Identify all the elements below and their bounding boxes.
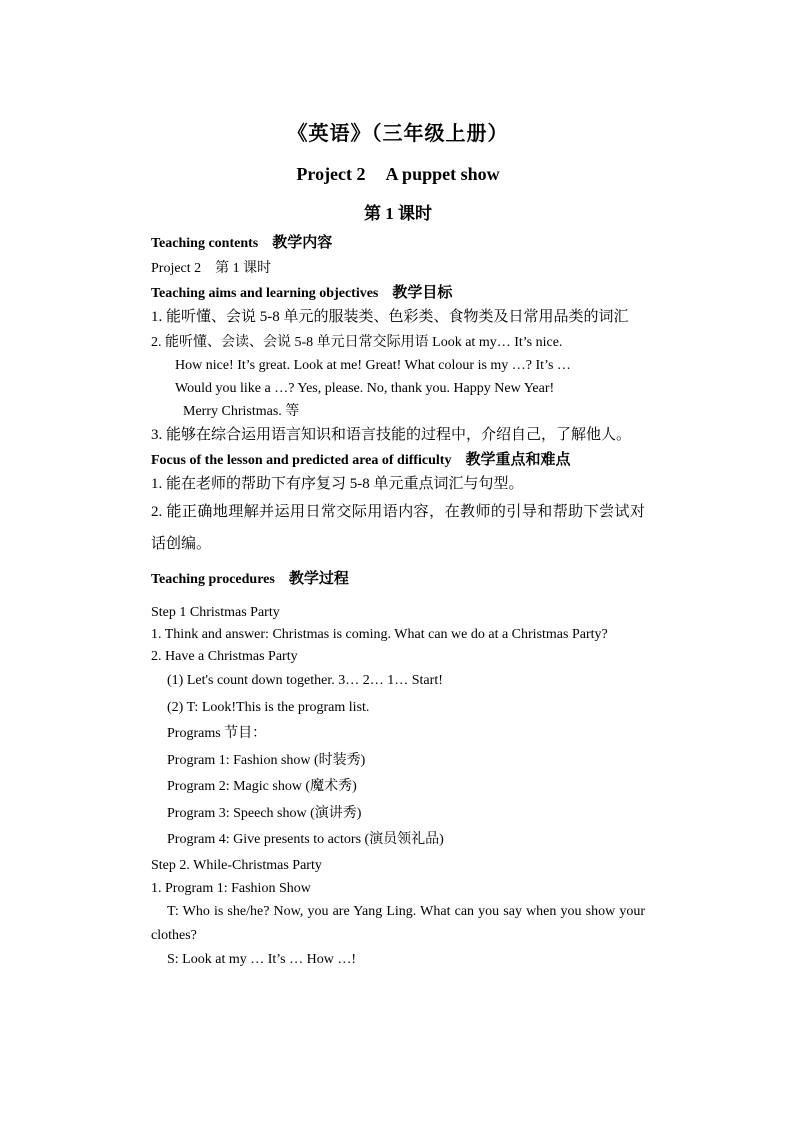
program-item-2: Program 2: Magic show (魔术秀): [167, 779, 357, 794]
aims-heading-en: Teaching aims and learning objectives: [151, 286, 379, 301]
aims-heading: [151, 282, 645, 305]
focus-heading: [151, 449, 645, 472]
aims-item-2-line-3: Would you like a …? Yes, please. No, thank you. Happy New Year!: [175, 381, 555, 396]
project-title: [151, 160, 645, 188]
project-name: A puppet show: [385, 164, 500, 184]
focus-heading-en: Focus of the lesson and predicted area of difficulty: [151, 453, 452, 468]
step-1-item-1: 1. Think and answer: Christmas is coming. What can we do at a Christmas Party?: [151, 627, 608, 642]
document-title: 《英语》（三年级上册）: [287, 123, 509, 145]
step-2-student-line: S: Look at my … It’s … How …!: [167, 951, 356, 967]
programs-label: Programs 节目：: [167, 726, 267, 741]
focus-item-2: 2. 能正确地理解并运用日常交际用语内容，在教师的引导和帮助下尝试对话创编。: [151, 504, 645, 552]
project-number: Project 2: [296, 164, 366, 184]
contents-heading-en: Teaching contents: [151, 236, 259, 251]
aims-item-2-line-1: 2. 能听懂、会读、会说 5-8 单元日常交际用语 Look at my… It’s nice.: [151, 335, 563, 350]
step-1-sub-1: (1) Let's count down together. 3… 2… 1… Start!: [167, 673, 443, 688]
contents-heading: [151, 232, 645, 255]
step-2-teacher-line: T: Who is she/he? Now, you are Yang Ling. What can you say when you show your clothes?: [151, 903, 645, 943]
focus-heading-cn: 教学重点和难点: [465, 452, 571, 468]
step-2-heading: Step 2. While-Christmas Party: [151, 857, 322, 873]
aims-heading-cn: 教学目标: [392, 285, 453, 301]
contents-text: Project 2 第 1 课时: [151, 261, 272, 276]
aims-item-2-line-4: Merry Christmas. 等: [183, 404, 300, 419]
aims-item-1: 1. 能听懂、会说 5-8 单元的服装类、色彩类、食物类及日常用品类的词汇: [151, 309, 629, 325]
aims-item-3: 3. 能够在综合运用语言知识和语言技能的过程中，介绍自己，了解他人。: [151, 427, 632, 443]
step-1-heading: Step 1 Christmas Party: [151, 605, 280, 620]
step-1-item-2: 2. Have a Christmas Party: [151, 649, 298, 664]
procedures-heading-cn: 教学过程: [288, 571, 349, 587]
program-item-3: Program 3: Speech show (演讲秀): [167, 805, 362, 821]
program-item-4: Program 4: Give presents to actors (演员领礼品): [167, 832, 444, 847]
lesson-title: 第 1 课时: [364, 204, 432, 223]
step-1-sub-2: (2) T: Look!This is the program list.: [167, 699, 370, 715]
procedures-heading-en: Teaching procedures: [151, 572, 275, 587]
procedures-heading: [151, 568, 645, 591]
contents-heading-cn: 教学内容: [272, 235, 333, 251]
focus-item-1: 1. 能在老师的帮助下有序复习 5-8 单元重点词汇与句型。: [151, 476, 524, 492]
program-item-1: Program 1: Fashion show (时装秀): [167, 752, 366, 768]
document-page: [151, 118, 645, 972]
aims-item-2-line-2: How nice! It’s great. Look at me! Great! What colour is my …? It’s …: [175, 358, 571, 373]
step-2-item-1: 1. Program 1: Fashion Show: [151, 880, 311, 896]
